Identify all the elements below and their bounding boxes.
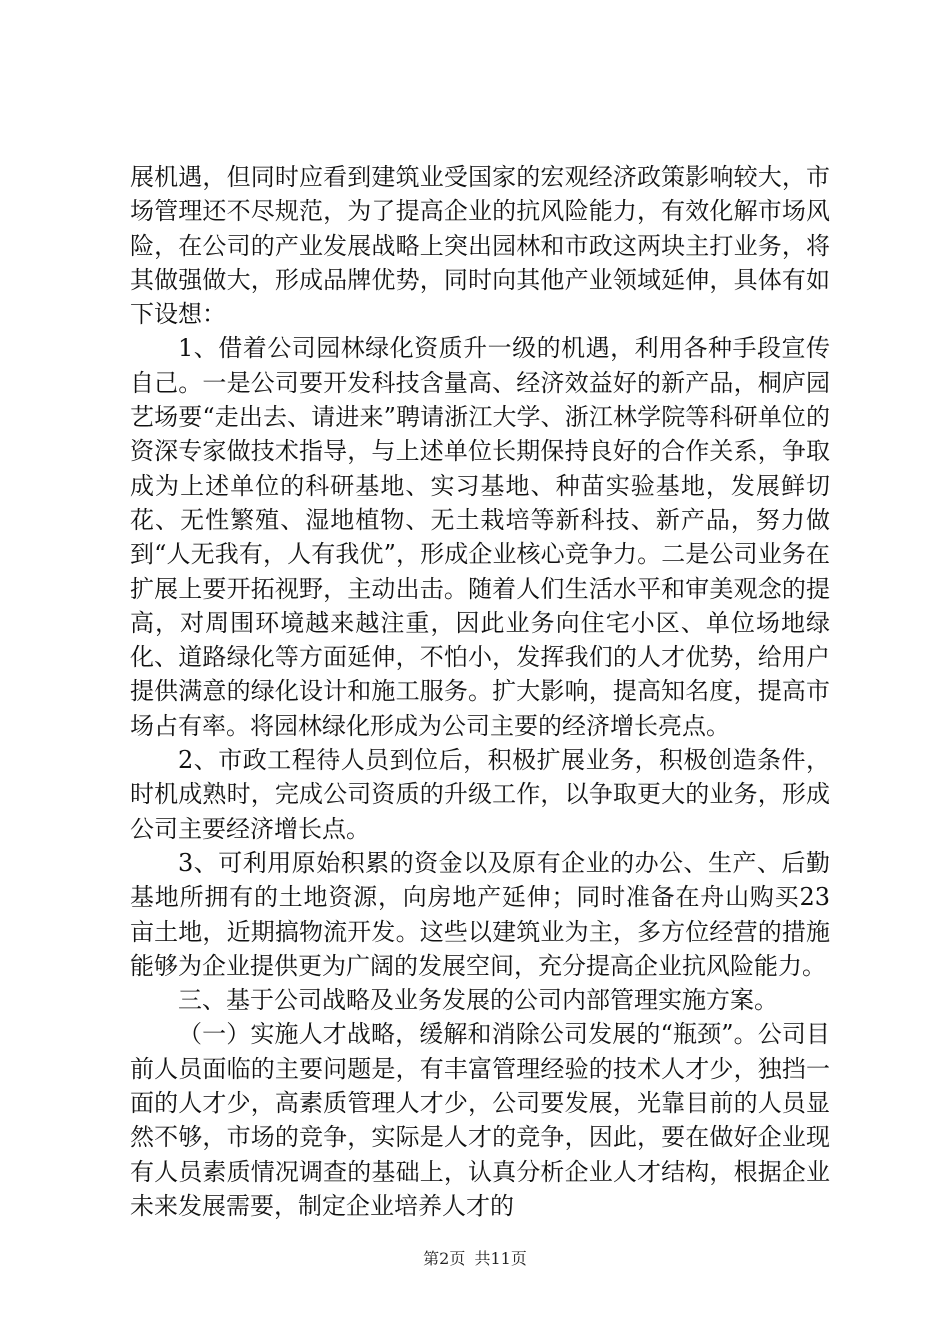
page-number: 第2页 — [423, 1249, 466, 1268]
paragraph-item-2: 2、市政工程待人员到位后，积极扩展业务，积极创造条件，时机成熟时，完成公司资质的升级工作，以争取更大的业务，形成公司主要经济增长点。 — [130, 746, 830, 843]
document-body — [130, 160, 830, 1223]
paragraph-intro: 展机遇，但同时应看到建筑业受国家的宏观经济政策影响较大，市场管理还不尽规范，为了提高企业的抗风险能力，有效化解市场风险，在公司的产业发展战略上突出园林和市政这两块主打业务，将其做强做大，形成品牌优势，同时向其他产业领域延伸，具体有如下设想： — [130, 163, 830, 329]
paragraph-item-1: 1、借着公司园林绿化资质升一级的机遇，利用各种手段宣传自己。一是公司要开发科技含量高、经济效益好的新产品，桐庐园艺场要“走出去、请进来”聘请浙江大学、浙江林学院等科研单位的资深专家做技术指导，与上述单位长期保持良好的合作关系，争取成为上述单位的科研基地、实习基地、种苗实验基地，发展鲜切花、无性繁殖、湿地植物、无土栽培等新科技、新产品，努力做到“人无我有，人有我优”，形成企业核心竞争力。二是公司业务在扩展上要开拓视野，主动出击。随着人们生活水平和审美观念的提高，对周围环境越来越注重，因此业务向住宅小区、单位场地绿化、道路绿化等方面延伸，不怕小，发挥我们的人才优势，给用户提供满意的绿化设计和施工服务。扩大影响，提高知名度，提高市场占有率。将园林绿化形成为公司主要的经济增长亮点。 — [130, 334, 830, 740]
section-heading-3: 三、基于公司战略及业务发展的公司内部管理实施方案。 — [178, 986, 778, 1015]
paragraph-subsection-1: （一）实施人才战略，缓解和消除公司发展的“瓶颈”。公司目前人员面临的主要问题是，有丰富管理经验的技术人才少，独挡一面的人才少，高素质管理人才少，公司要发展，光靠目前的人员显然不够，市场的竞争，实际是人才的竞争，因此，要在做好企业现有人员素质情况调查的基础上，认真分析企业人才结构，根据企业未来发展需要，制定企业培养人才的 — [130, 1020, 830, 1220]
page-total: 共11页 — [474, 1249, 527, 1268]
paragraph-item-3: 3、可利用原始积累的资金以及原有企业的办公、生产、后勤基地所拥有的土地资源，向房地产延伸；同时准备在舟山购买23亩土地，近期搞物流开发。这些以建筑业为主，多方位经营的措施能够为企业提供更为广阔的发展空间，充分提高企业抗风险能力。 — [130, 848, 830, 980]
page-footer — [0, 1246, 950, 1269]
